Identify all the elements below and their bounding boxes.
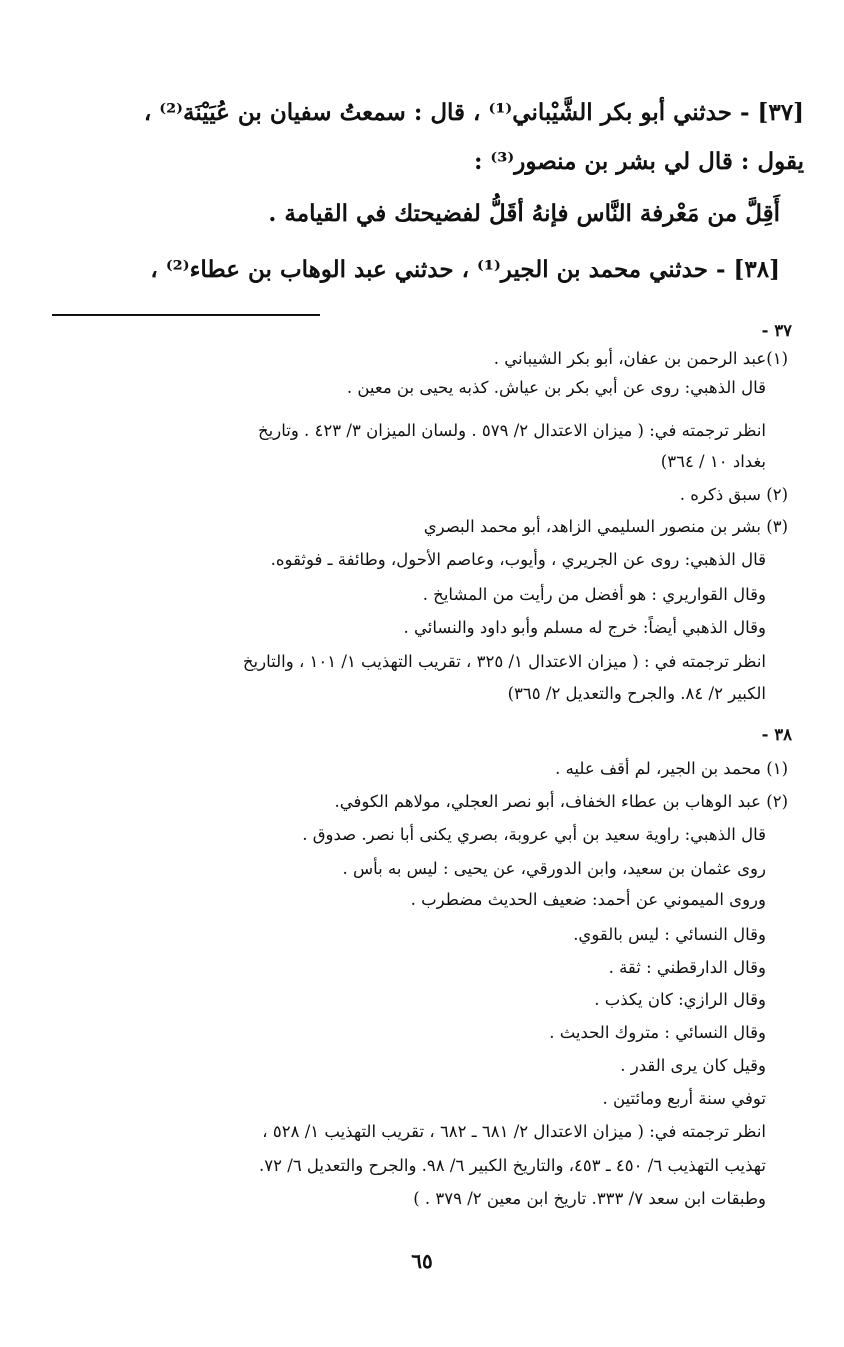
footnote-line: (١) محمد بن الجير، لم أقف عليه . xyxy=(555,759,788,778)
footnote-section-38: ٣٨ - xyxy=(761,725,792,744)
footnote-line: (١)عبد الرحمن بن عفان، أبو بكر الشيباني . xyxy=(493,349,788,368)
main-text-line-1: [٣٧] - حدثني أبو بكر الشَّيْباني⁽¹⁾ ، قال : سمعتُ سفيان بن عُيَيْنَة⁽²⁾ ، xyxy=(143,99,804,126)
footnote-line: وطبقات ابن سعد ٧/ ٣٣٣. تاريخ ابن معين ٢/ ٣٧٩ . ) xyxy=(413,1189,766,1208)
footnote-line: انظر ترجمته في : ( ميزان الاعتدال ١/ ٣٢٥ ، تقريب التهذيب ١/ ١٠١ ، والتاريخ xyxy=(242,652,766,671)
footnote-line: وقال النسائي : ليس بالقوي. xyxy=(573,925,766,944)
footnote-divider xyxy=(52,314,320,316)
footnote-line: وقال الرازي: كان يكذب . xyxy=(594,990,766,1009)
footnote-line: قال الذهبي: روى عن أبي بكر بن عياش. كذبه يحيى بن معين . xyxy=(346,378,766,397)
footnote-line: انظر ترجمته في: ( ميزان الاعتدال ٢/ ٥٧٩ . ولسان الميزان ٣/ ٤٢٣ . وتاريخ xyxy=(258,421,766,440)
footnote-line: توفي سنة أربع ومائتين . xyxy=(602,1089,766,1108)
main-text-line-4: [٣٨] - حدثني محمد بن الجير⁽¹⁾ ، حدثني عبد الوهاب بن عطاء⁽²⁾ ، xyxy=(150,256,780,283)
footnote-section-37: ٣٧ - xyxy=(761,321,792,340)
footnote-line: وروى الميموني عن أحمد: ضعيف الحديث مضطرب . xyxy=(410,890,766,909)
footnote-line: وقال القواريري : هو أفضل من رأيت من المشايخ . xyxy=(422,585,766,604)
main-text-line-2: يقول : قال لي بشر بن منصور⁽³⁾ : xyxy=(473,148,804,175)
footnote-line: (٣) بشر بن منصور السليمي الزاهد، أبو محمد البصري xyxy=(423,517,788,536)
footnote-line: (٢) عبد الوهاب بن عطاء الخفاف، أبو نصر العجلي، مولاهم الكوفي. xyxy=(334,792,788,811)
footnote-line: وقال النسائي : متروك الحديث . xyxy=(549,1023,766,1042)
footnote-line: قال الذهبي: روى عن الجريري ، وأيوب، وعاصم الأحول، وطائفة ـ فوثقوه. xyxy=(270,550,766,569)
footnote-line: روى عثمان بن سعيد، وابن الدورقي، عن يحيى : ليس به بأس . xyxy=(342,859,766,878)
footnote-line: وقال الدارقطني : ثقة . xyxy=(608,958,766,977)
page-number: ٦٥ xyxy=(411,1249,433,1273)
footnote-line: انظر ترجمته في: ( ميزان الاعتدال ٢/ ٦٨١ ـ ٦٨٢ ، تقريب التهذيب ١/ ٥٢٨ ، xyxy=(262,1122,766,1141)
footnote-line: قال الذهبي: راوية سعيد بن أبي عروبة، بصري يكنى أبا نصر. صدوق . xyxy=(302,825,766,844)
footnote-line: الكبير ٢/ ٨٤. والجرح والتعديل ٢/ ٣٦٥) xyxy=(507,684,766,703)
main-text-line-3: أَقِلَّ من مَعْرفة النَّاس فإنهُ أقَلُّ لفضيحتك في القيامة . xyxy=(268,200,780,227)
footnote-line: وقال الذهبي أيضاً: خرج له مسلم وأبو داود والنسائي . xyxy=(403,618,766,637)
footnote-line: (٢) سبق ذكره . xyxy=(679,485,788,504)
footnote-line: بغداد ١٠ / ٣٦٤) xyxy=(660,452,766,471)
footnote-line: تهذيب التهذيب ٦/ ٤٥٠ ـ ٤٥٣، والتاريخ الكبير ٦/ ٩٨. والجرح والتعديل ٦/ ٧٢. xyxy=(259,1156,766,1175)
footnote-line: وقيل كان يرى القدر . xyxy=(620,1056,766,1075)
